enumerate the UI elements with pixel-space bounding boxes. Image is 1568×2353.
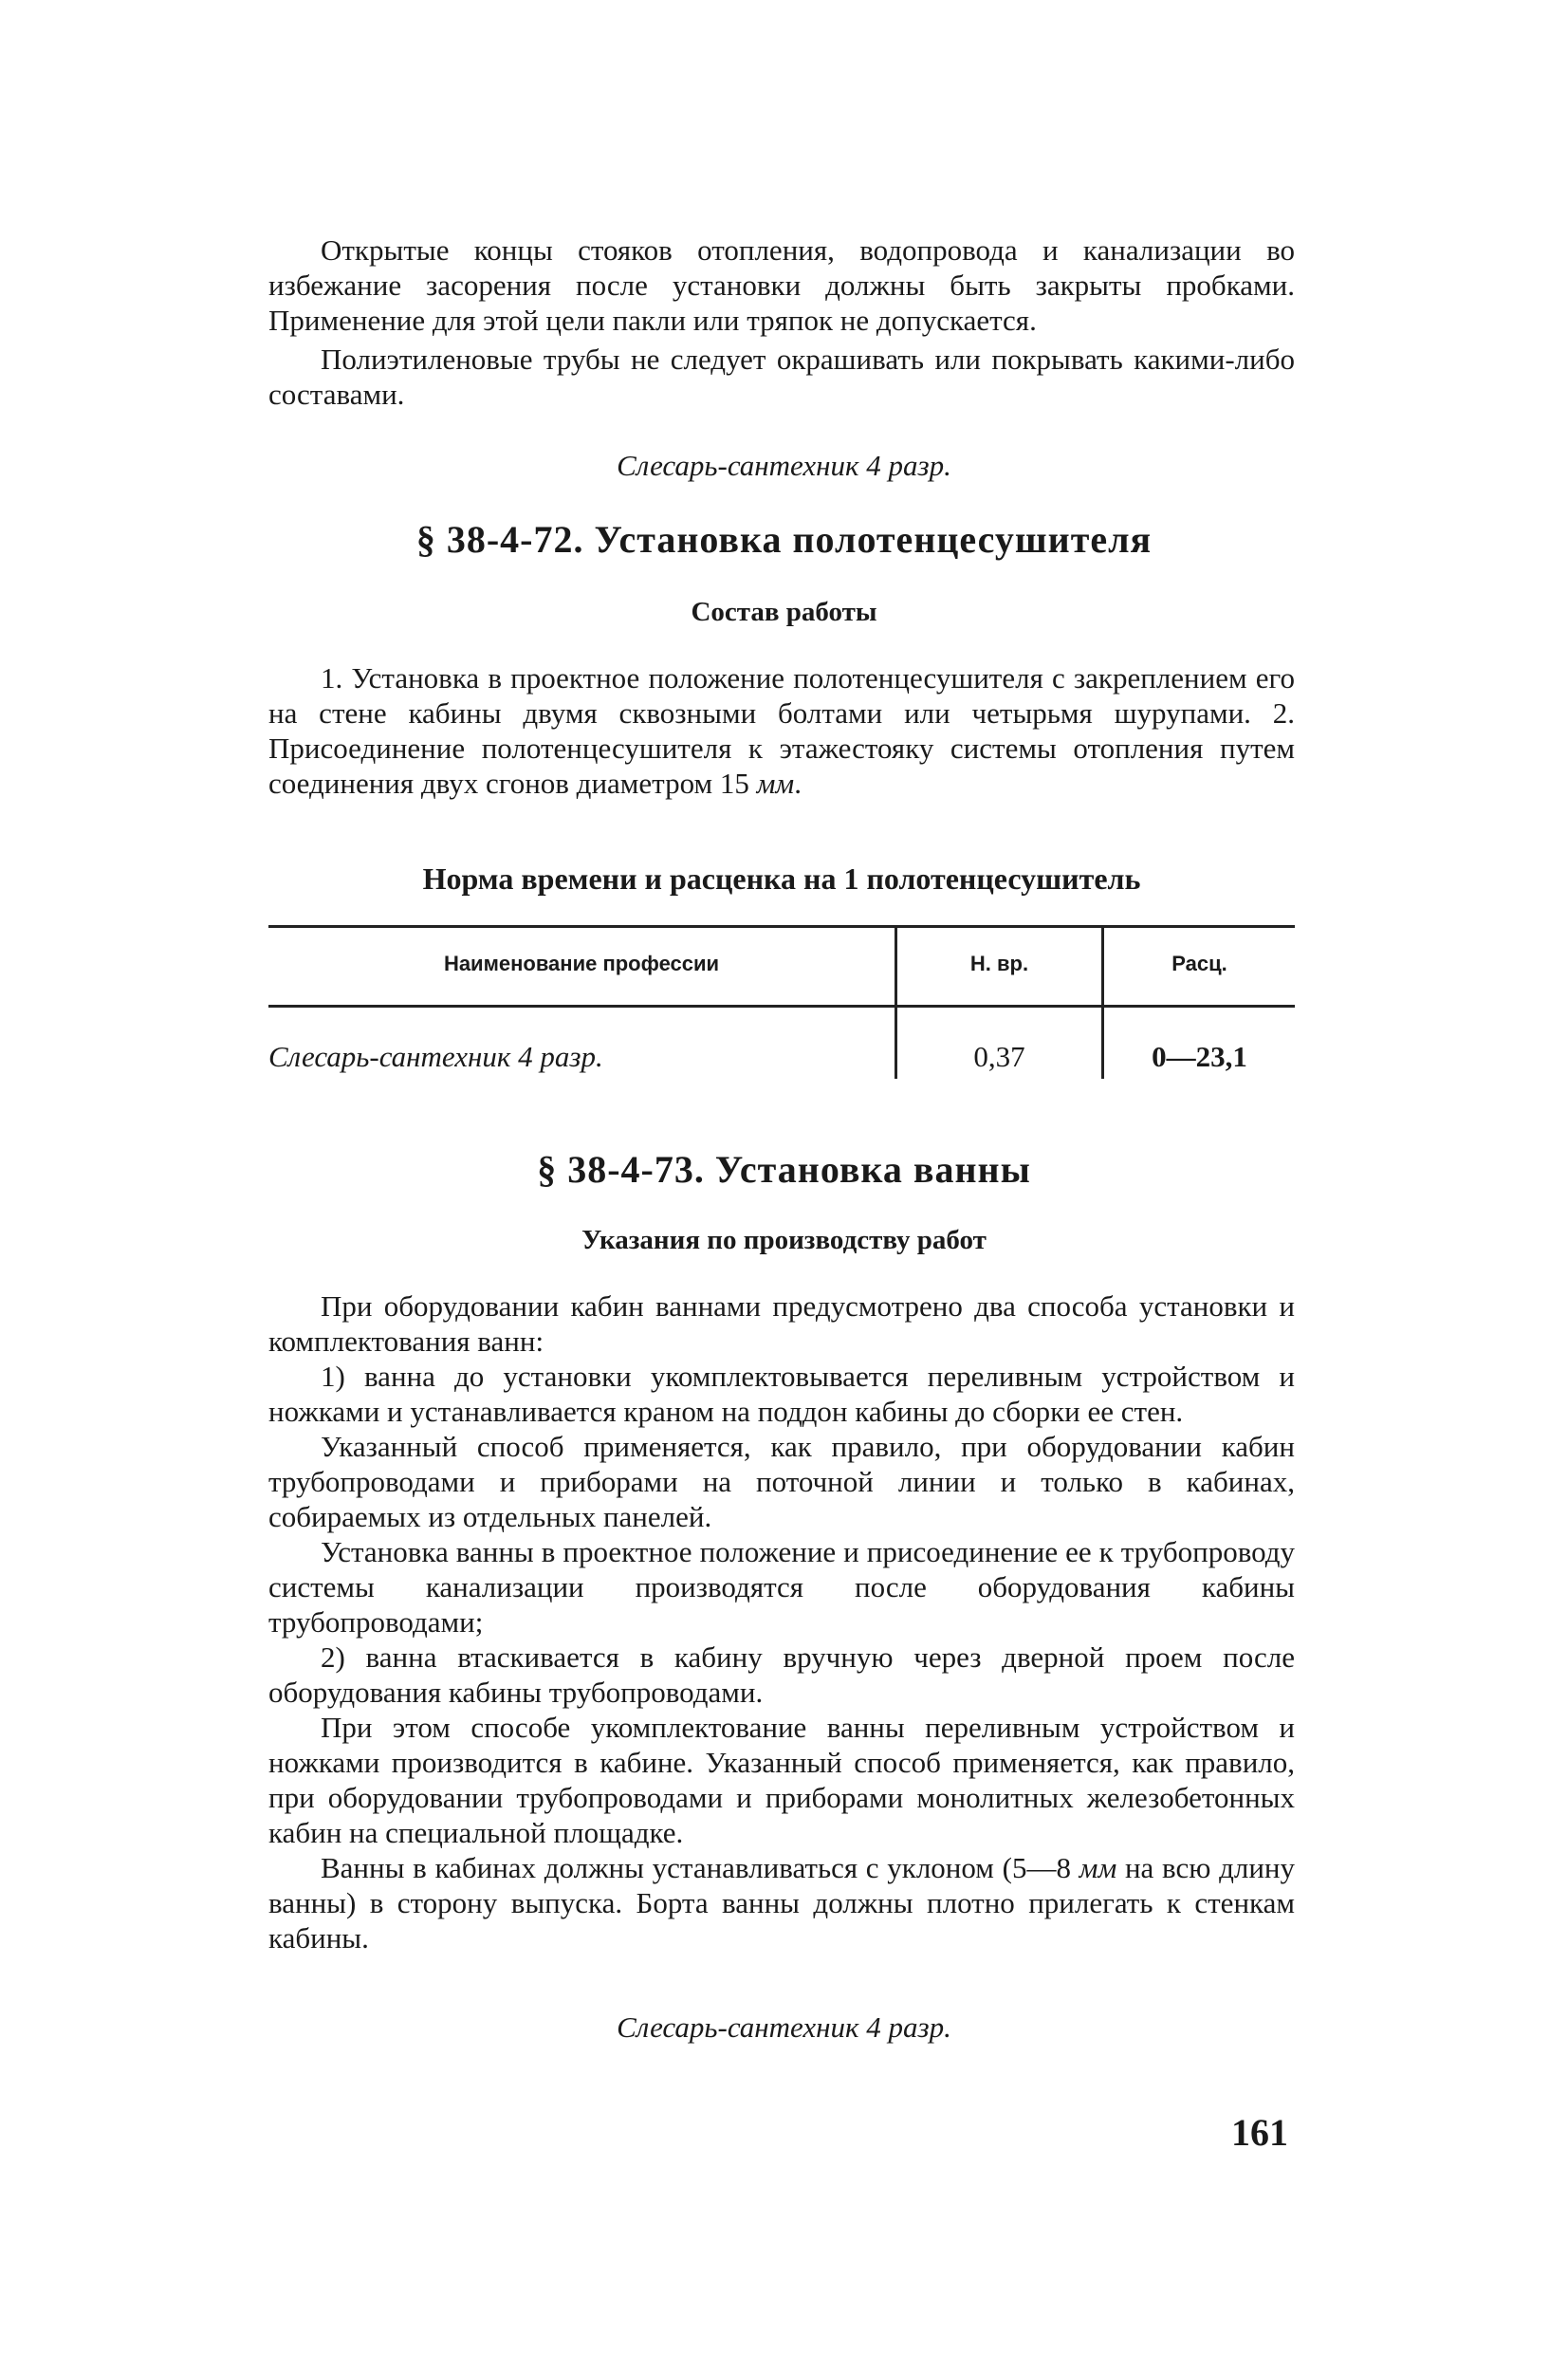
section-73-paragraph-4: Установка ванны в проектное положение и присоединение ее к трубопроводу системы канализации производятся после оборудования кабины трубопроводами; [268,1535,1295,1639]
section-73-paragraph-7 [268,1850,1295,1955]
section-73-instructions-heading: Указания по производству работ [581,1225,987,1255]
section-73-paragraph-2: 1) ванна до установки укомплектовывается переливным устройством и ножками и устанавливается краном на поддон кабины до сборки ее стен. [268,1360,1295,1428]
section-73-paragraph-5: 2) ванна втаскивается в кабину вручную через дверной проем после оборудования кабины трубопроводами. [268,1640,1295,1709]
section-72-title: § 38-4-72. Установка полотенцесушителя [415,518,1153,561]
composition-end: . [794,767,802,800]
section-73-title: § 38-4-73. Установка ванны [537,1148,1031,1191]
paragraph-7-part-a: Ванны в кабинах должны устанавливаться с уклоном (5—8 [321,1851,1071,1884]
page-number: 161 [1231,2111,1288,2154]
section-72-composition-block [268,660,1295,801]
intro-paragraph-2: Полиэтиленовые трубы не следует окрашивать или покрывать какими-либо составами. [268,343,1295,411]
paragraph-7-unit: мм [1079,1851,1117,1884]
section-73-body [268,1288,1295,1955]
composition-text: 1. Установка в проектное положение полотенцесушителя с закреплением его на стене кабины двумя сквозными болтами или четырьмя шурупами. 2. Присоединение полотенцесушителя к этажестояку системы отопления путем соединения двух сгонов диаметром 15 [268,661,1295,800]
table-cell-time: 0,37 [973,1040,1025,1073]
table-header-profession: Наименование профессии [443,952,720,975]
intro-block [268,232,1295,412]
section-73-paragraph-3: Указанный способ применяется, как правило, при оборудовании кабин трубопроводами и приборами на поточной линии и только в кабинах, собираемых из отдельных панелей. [268,1430,1295,1533]
paragraph-7-part-b: на всю длину ванны) в сторону выпуска. Борта ванны должны плотно прилегать к стенкам кабины. [268,1851,1296,1955]
table-cell-rate: 0—23,1 [1152,1040,1247,1073]
table-top-rule [268,925,1295,928]
section-72-composition-heading: Состав работы [691,597,877,627]
table-header-time: Н. вр. [969,952,1029,975]
section-72-composition-text [268,660,1295,801]
table-cell-profession: Слесарь-сантехник 4 разр. [268,1040,603,1073]
section-73-paragraph-1: При оборудовании кабин ваннами предусмотрено два способа установки и комплектования ванн: [268,1289,1295,1358]
table-header-rate: Расц. [1171,952,1227,975]
section-73-paragraph-6: При этом способе укомплектование ванны переливным устройством и ножками производится в кабине. Указанный способ применяется, как правило, при оборудовании трубопроводами и приборами монолитных железобетонных кабин на специальной площадке. [268,1711,1295,1849]
norm-heading: Норма времени и расценка на 1 полотенцесушитель [422,862,1141,896]
section-73-signature: Слесарь-сантехник 4 разр. [617,2010,951,2044]
intro-signature: Слесарь-сантехник 4 разр. [617,449,951,482]
intro-paragraph-1: Открытые концы стояков отопления, водопровода и канализации во избежание засорения после установки должны быть закрыты пробками. Применение для этой цели пакли или тряпок не допускается. [268,233,1295,337]
composition-unit: мм [756,767,795,800]
norm-table [268,925,1295,1103]
table-header-rule [268,1005,1295,1008]
